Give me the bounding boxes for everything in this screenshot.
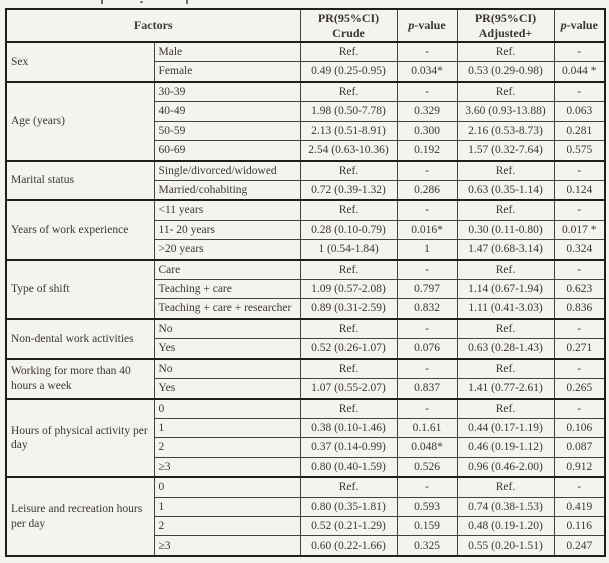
p2-cell: - (554, 260, 605, 280)
crude-cell: 1.07 (0.55-2.07) (300, 379, 397, 399)
factor-group-label: Non-dental work activities (6, 319, 154, 359)
p2-cell: 0.623 (554, 280, 605, 299)
crude-cell: 0.72 (0.39-1.32) (300, 180, 397, 200)
crude-cell: Ref. (300, 319, 397, 339)
crude-cell: Ref. (300, 200, 397, 220)
level-cell: 1 (154, 497, 300, 516)
adj-cell: 0.74 (0.38-1.53) (457, 497, 554, 516)
pvalue-crude-header (397, 9, 457, 42)
table-header (6, 9, 605, 42)
adj-cell: Ref. (457, 399, 554, 419)
caption-descender-mark (186, 0, 188, 4)
p2-cell: 0.116 (554, 517, 605, 536)
adj-cell: 1.57 (0.32-7.64) (457, 141, 554, 161)
p1-cell: - (397, 319, 457, 339)
p1-cell: 0.593 (397, 497, 457, 516)
adj-cell: Ref. (457, 42, 554, 62)
p1-cell: 0.797 (397, 280, 457, 299)
adj-cell: 1.47 (0.68-3.14) (457, 240, 554, 260)
cropped-caption-remnant (0, 0, 609, 5)
level-cell: 2 (154, 438, 300, 457)
crude-cell: 0.49 (0.25-0.95) (300, 62, 397, 82)
pvalue-header-suffix: -value (566, 18, 598, 33)
level-cell: Female (154, 62, 300, 82)
pr-adjusted-header-line2: Adjusted+ (478, 25, 533, 40)
level-cell: 1 (154, 419, 300, 438)
crude-cell: Ref. (300, 161, 397, 181)
crude-cell: 0.60 (0.22-1.66) (300, 536, 397, 556)
crude-cell: 2.54 (0.63-10.36) (300, 141, 397, 161)
p2-cell: - (554, 319, 605, 339)
pr-adjusted-header-line1: PR(95%CI) (474, 11, 537, 26)
pr-adjusted-header (457, 9, 554, 42)
adj-cell: Ref. (457, 82, 554, 102)
level-cell: <11 years (154, 200, 300, 220)
adj-cell: 0.53 (0.29-0.98) (457, 62, 554, 82)
crude-cell: Ref. (300, 82, 397, 102)
adj-cell: 1.11 (0.41-3.03) (457, 299, 554, 319)
factor-group-label: Marital status (6, 161, 154, 201)
p1-cell: - (397, 200, 457, 220)
adj-cell: 0.30 (0.11-0.80) (457, 220, 554, 239)
adj-cell: Ref. (457, 200, 554, 220)
p1-cell: 0.159 (397, 517, 457, 536)
crude-cell: Ref. (300, 399, 397, 419)
adj-cell: 0.48 (0.19-1.20) (457, 517, 554, 536)
factor-group-label: Leisure and recreation hours per day (6, 477, 154, 556)
factor-group-label: Years of work experience (6, 200, 154, 259)
level-cell: 30-39 (154, 82, 300, 102)
p1-cell: - (397, 399, 457, 419)
pr-crude-header-line1: PR(95%CI) (317, 11, 380, 26)
p1-cell: 0.048* (397, 438, 457, 457)
p2-cell: 0.836 (554, 299, 605, 319)
p1-cell: 0.837 (397, 379, 457, 399)
p1-cell: - (397, 42, 457, 62)
p2-cell: 0.912 (554, 457, 605, 477)
p2-cell: 0.106 (554, 419, 605, 438)
adj-cell: 0.63 (0.28-1.43) (457, 339, 554, 359)
factor-group-label: Age (years) (6, 82, 154, 161)
p1-cell: 0.016* (397, 220, 457, 239)
level-cell: Yes (154, 339, 300, 359)
crude-cell: 0.28 (0.10-0.79) (300, 220, 397, 239)
p2-cell: 0.044 * (554, 62, 605, 82)
factors-header: Factors (6, 9, 300, 42)
crude-cell: 0.37 (0.14-0.99) (300, 438, 397, 457)
crude-cell: 0.38 (0.10-1.46) (300, 419, 397, 438)
p2-cell: 0.575 (554, 141, 605, 161)
p1-cell: - (397, 82, 457, 102)
crude-cell: 0.52 (0.26-1.07) (300, 339, 397, 359)
level-cell: Care (154, 260, 300, 280)
p1-cell: 0.076 (397, 339, 457, 359)
p1-cell: 0.832 (397, 299, 457, 319)
p1-cell: 0.300 (397, 121, 457, 140)
p2-cell: - (554, 399, 605, 419)
level-cell: Yes (154, 379, 300, 399)
adj-cell: Ref. (457, 161, 554, 181)
p1-cell: 0.526 (397, 457, 457, 477)
level-cell: 40-49 (154, 102, 300, 121)
regression-results-table (5, 8, 606, 557)
crude-cell: 1.09 (0.57-2.08) (300, 280, 397, 299)
p2-cell: - (554, 477, 605, 497)
p1-cell: - (397, 161, 457, 181)
p2-cell: - (554, 359, 605, 379)
p2-cell: 0.281 (554, 121, 605, 140)
p1-cell: 0.192 (397, 141, 457, 161)
table-body (6, 42, 605, 556)
adj-cell: Ref. (457, 260, 554, 280)
adj-cell: 3.60 (0.93-13.88) (457, 102, 554, 121)
crude-cell: 0.80 (0.40-1.59) (300, 457, 397, 477)
factor-group-label: Sex (6, 42, 154, 82)
level-cell: Teaching + care (154, 280, 300, 299)
adj-cell: Ref. (457, 319, 554, 339)
adj-cell: 0.44 (0.17-1.19) (457, 419, 554, 438)
p2-cell: - (554, 42, 605, 62)
adj-cell: 0.55 (0.20-1.51) (457, 536, 554, 556)
adj-cell: 1.14 (0.67-1.94) (457, 280, 554, 299)
level-cell: 60-69 (154, 141, 300, 161)
factor-group-label: Hours of physical activity per day (6, 399, 154, 478)
level-cell: 50-59 (154, 121, 300, 140)
pr-crude-header (300, 9, 397, 42)
adj-cell: 0.96 (0.46-2.00) (457, 457, 554, 477)
crude-cell: 2.13 (0.51-8.91) (300, 121, 397, 140)
p1-cell: 0.1.61 (397, 419, 457, 438)
p1-cell: 1 (397, 240, 457, 260)
pr-crude-header-line2: Crude (332, 25, 365, 40)
level-cell: >20 years (154, 240, 300, 260)
crude-cell: Ref. (300, 42, 397, 62)
pvalue-header-p: p (408, 18, 415, 33)
crude-cell: 1.98 (0.50-7.78) (300, 102, 397, 121)
p2-cell: 0.017 * (554, 220, 605, 239)
level-cell: ≥3 (154, 457, 300, 477)
p2-cell: 0.271 (554, 339, 605, 359)
crude-cell: 0.80 (0.35-1.81) (300, 497, 397, 516)
p2-cell: 0.124 (554, 180, 605, 200)
level-cell: No (154, 319, 300, 339)
crude-cell: 0.52 (0.21-1.29) (300, 517, 397, 536)
crude-cell: 1 (0.54-1.84) (300, 240, 397, 260)
adj-cell: Ref. (457, 359, 554, 379)
factor-group-label: Type of shift (6, 260, 154, 319)
p1-cell: - (397, 477, 457, 497)
p2-cell: 0.265 (554, 379, 605, 399)
pvalue-header-p: p (560, 18, 567, 33)
factor-group-label: Working for more than 40 hours a week (6, 359, 154, 399)
p1-cell: - (397, 359, 457, 379)
level-cell: No (154, 359, 300, 379)
adj-cell: 2.16 (0.53-8.73) (457, 121, 554, 140)
level-cell: ≥3 (154, 536, 300, 556)
level-cell: Teaching + care + researcher (154, 299, 300, 319)
p1-cell: - (397, 260, 457, 280)
crude-cell: Ref. (300, 477, 397, 497)
level-cell: 2 (154, 517, 300, 536)
p1-cell: 0.329 (397, 102, 457, 121)
p2-cell: - (554, 161, 605, 181)
level-cell: 11- 20 years (154, 220, 300, 239)
p1-cell: 0.034* (397, 62, 457, 82)
adj-cell: Ref. (457, 477, 554, 497)
caption-descender-mark (140, 1, 143, 3)
crude-cell: Ref. (300, 359, 397, 379)
level-cell: 0 (154, 399, 300, 419)
pvalue-adjusted-header (554, 9, 605, 42)
p2-cell: 0.247 (554, 536, 605, 556)
p2-cell: 0.324 (554, 240, 605, 260)
p2-cell: - (554, 200, 605, 220)
p2-cell: - (554, 82, 605, 102)
p2-cell: 0.087 (554, 438, 605, 457)
p1-cell: 0.325 (397, 536, 457, 556)
level-cell: Male (154, 42, 300, 62)
caption-descender-mark (101, 0, 103, 4)
crude-cell: Ref. (300, 260, 397, 280)
level-cell: Single/divorced/widowed (154, 161, 300, 181)
crude-cell: 0.89 (0.31-2.59) (300, 299, 397, 319)
adj-cell: 0.63 (0.35-1.14) (457, 180, 554, 200)
p2-cell: 0.419 (554, 497, 605, 516)
adj-cell: 1.41 (0.77-2.61) (457, 379, 554, 399)
pvalue-header-suffix: -value (414, 18, 446, 33)
level-cell: 0 (154, 477, 300, 497)
p2-cell: 0.063 (554, 102, 605, 121)
adj-cell: 0.46 (0.19-1.12) (457, 438, 554, 457)
p1-cell: 0.286 (397, 180, 457, 200)
level-cell: Married/cohabiting (154, 180, 300, 200)
